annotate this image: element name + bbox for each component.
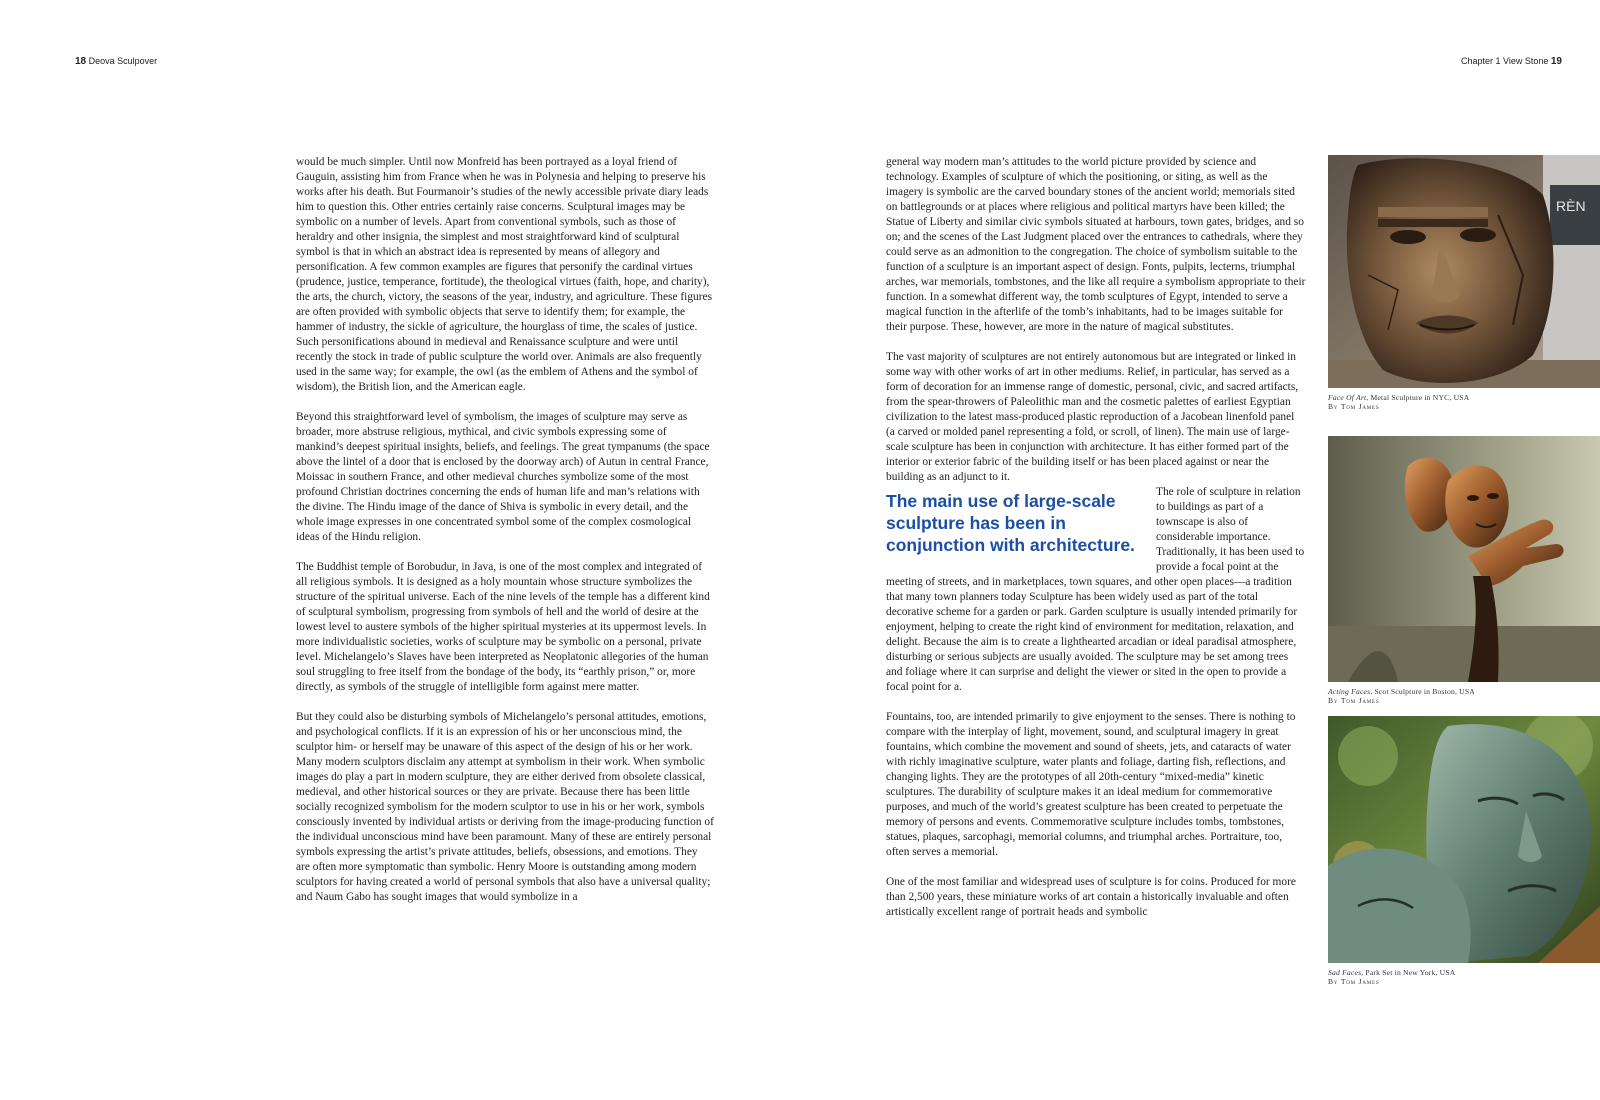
caption-2-byline: By Tom James — [1328, 696, 1380, 705]
left-paragraph-1: would be much simpler. Until now Monfreid has been portrayed as a loyal friend of Gauguin, assisting him from France when he was in Polynesia and helping to preserve his works after his death. But Fourmanoir’s studies of the newly accessible private diary leads him to question this. Other entries certainly raise concerns. Sculptural images may be symbolic on a number of levels. Apart from conventional symbols, such as those of heraldry and other insignia, the simplest and most straightforward kind of sculptural symbol is that in which an abstract idea is represented by means of allegory and personification. A few common examples are figures that personify the cardinal virtues (prudence, justice, temperance, fortitude), the theological virtues (faith, hope, and charity), the arts, the church, victory, the seasons of the year, industry, and agriculture. These figures are often provided with symbolic objects that serve to identify them; for example, the hammer of industry, the sickle of agriculture, the hourglass of time, the scales of justice. Such personifications abound in medieval and Renaissance sculpture and were until recently the stock in trade of public sculpture the world over. Animals are also frequently used in the same way; for example, the owl (as the emblem of Athens and the symbol of wisdom), the British lion, and the American eagle. — [296, 156, 713, 393]
photo-bronze-masks-hand-sculpture — [1328, 436, 1600, 682]
right-page-number: 19 — [1550, 56, 1562, 67]
left-paragraph-3: The Buddhist temple of Borobudur, in Java, is one of the most complex and integrated of all religious symbols. It is designed as a holy mountain whose structure symbolizes the structure of the spiritual universe. Each of the nine levels of the temple has a different kind of sculptural symbolism, progressing from symbols of hell and the world of desire at the lowest level to austere symbols of the higher spiritual mysteries at its uppermost levels. In more individualistic societies, works of sculpture may be symbolic on a personal, private level. Michelangelo’s Slaves have been interpreted as Neoplatonic allegories of the human soul struggling to free itself from the bondage of the body, its “earthly prison,” or, more directly, as symbols of the struggle of intelligible form against mere matter. — [296, 561, 710, 693]
caption-2-title: Acting Faces, — [1328, 687, 1373, 696]
caption-1-title: Face Of Art, — [1328, 393, 1369, 402]
bronze-face-illustration — [1328, 155, 1600, 388]
left-paragraph-2: Beyond this straightforward level of symbolism, the images of sculpture may serve as broader, more abstruse religious, mythical, and civic symbols expressing some of mankind’s deepest spiritual insights, beliefs, and feelings. The great tympanums (the space above the lintel of a door that is enclosed by the doorway arch) of Autun in central France, Moissac in southern France, and other medieval churches symbolize some of the most profound Christian doctrines concerning the ends of human life and man’s relations with the divine. The Hindu image of the dance of Shiva is symbolic in every detail, and the whole image expresses in one concentrated symbol some of the complex cosmological ideas of the Hindu religion. — [296, 411, 710, 543]
pull-quote: The main use of large-scale sculpture has been in conjunction with architecture. — [886, 491, 1135, 555]
caption-1-byline: By Tom James — [1328, 402, 1380, 411]
caption-3-byline: By Tom James — [1328, 977, 1380, 986]
caption-2-description: Scot Sculpture in Boston, USA — [1372, 687, 1475, 696]
left-page-number: 18 — [75, 56, 87, 67]
left-paragraph-4: But they could also be disturbing symbols of Michelangelo’s personal attitudes, emotions, and psychological conflicts. If it is an expression of his or her unconscious mind, the sculptor him- or herself may be unaware of this aspect of the design of his or her work. Many modern sculptors disclaim any attempt at symbolism in their work. When symbolic images do play a part in modern sculpture, they are either derived from obsolete classical, medieval, and other historical sources or they are private. Because there has been little socially recognized symbolism for the modern sculptor to use in his or her work, symbols consciously invented by individual artists or deriving from the image-producing function of the individual unconscious mind have been paramount. Many of these are entirely personal symbols expressing the artist’s private attitudes, beliefs, obsessions, and emotions. They are often more symptomatic than symbolic. Henry Moore is outstanding among modern sculptors for having created a world of personal symbols that also have a universal quality; and Naum Gabo has sought images that would symbolize in a — [296, 711, 714, 903]
bronze-masks-illustration — [1328, 436, 1600, 682]
right-paragraph-4: One of the most familiar and widespread uses of sculpture is for coins. Produced for more than 2,500 years, these miniature works of art contain a historically invaluable and often artistically excellent range of portrait heads and symbolic — [886, 876, 1296, 918]
right-page — [800, 0, 1600, 1100]
caption-acting-faces — [1328, 687, 1600, 705]
right-paragraph-2 — [886, 350, 1306, 485]
left-running-head — [75, 56, 157, 67]
figure-sad-faces — [1328, 716, 1600, 986]
caption-3-title: Sad Faces, — [1328, 968, 1364, 977]
svg-text:RÈN: RÈN — [1556, 198, 1586, 214]
left-text-column — [296, 155, 714, 970]
photo-green-patina-heads-sculpture — [1328, 716, 1600, 963]
patina-heads-illustration — [1328, 716, 1600, 963]
right-text-column — [886, 155, 1306, 970]
photo-bronze-face-sculpture — [1328, 155, 1600, 388]
right-paragraph-3: Fountains, too, are intended primarily to give enjoyment to the senses. There is nothing to compare with the interplay of light, movement, sound, and sculptural imagery in great fountains, which combine the movement and sound of sheets, jets, and cataracts of water with richly imaginative sculpture, water plants and foliage, darting fish, reflections, and changing lights. They are the prototypes of all 20th-century “mixed-media” kinetic sculptures. The durability of sculpture makes it an ideal medium for commemorative purposes, and much of the world’s greatest sculpture has been created to perpetuate the memory of persons and events. Commemorative sculpture includes tombs, tombstones, statues, plaques, sarcophagi, memorial columns, and triumphal arches. Portraiture, too, often serves a memorial. — [886, 711, 1296, 858]
right-paragraph-1: general way modern man’s attitudes to the world picture provided by science and technology. Examples of sculpture of which the positioning, or siting, as well as the imagery is symbolic are the carved boundary stones of the ancient world; memorials sited on battlegrounds or at places where religious and political martyrs have been killed; the Statue of Liberty and similar civic symbols situated at harbours, town gates, bridges, and so on; and the scenes of the Last Judgment placed over the entrances to cathedrals, where they could serve as an admonition to the congregation. The choice of symbolism suitable to the function of a sculpture is an important aspect of design. Fonts, pulpits, lecterns, triumphal arches, war memorials, tombstones, and the like all require a symbolism appropriate to their function. In a somewhat different way, the tomb sculptures of Egypt, intended to serve a magical function in the afterlife of the tomb’s inhabitants, had to be images suitable for their purpose. These, however, are more in the nature of magical substitutes. — [886, 156, 1306, 333]
caption-sad-faces — [1328, 968, 1600, 986]
right-running-title: Chapter 1 View Stone — [1460, 56, 1549, 66]
caption-1-description: Metal Sculpture in NYC, USA — [1368, 393, 1470, 402]
left-running-title: Deova Sculpover — [88, 56, 158, 66]
right-running-head — [1461, 56, 1562, 67]
caption-face-of-art — [1328, 393, 1600, 411]
right-paragraph-2-lead: The vast majority of sculptures are not entirely autonomous but are integrated or linked in some way with other works of art in other mediums. Relief, in particular, has served as a form of decoration for an immense range of domestic, personal, civic, and sacred artifacts, from the spear-throwers of Paleolithic man and the cosmetic palettes of earliest Egyptian civilization to the latest mass-produced plastic reproduction of a Jacobean linenfold panel (a carved or molded panel representing a fold, or scroll, of linen). The main use of large-scale sculpture has been in conjunction with architecture. It has either formed part of the interior or exterior fabric of the building itself or has been placed against or near the building as an adjunct to it. — [886, 351, 1299, 483]
figure-face-of-art — [1328, 155, 1600, 411]
caption-3-description: Park Set in New York, USA — [1363, 968, 1456, 977]
figure-acting-faces — [1328, 436, 1600, 705]
right-paragraph-2-rest: The main use of large-scale sculpture has been in conjunction with architecture. The role of sculpture in relation to buildings as part of a townscape is also of considerable importance. Traditionally, it has been used to provide a focal point at the meeting of streets, and in marketplaces, town squares, and other open places—a tradition that many town planners today Sculpture has been widely used as part of the total decorative scheme for a garden or park. Garden sculpture is usually intended primarily for enjoyment, helping to create the right kind of environment for meditation, relaxation, and delight. Because the aim is to create a lighthearted arcadian or ideal paradisal atmosphere, disturbing or serious subjects are usually avoided. The sculpture may be set among trees and foliage where it can surprise and delight the viewer or sited in the open to provide a focal point for a. — [886, 486, 1305, 693]
